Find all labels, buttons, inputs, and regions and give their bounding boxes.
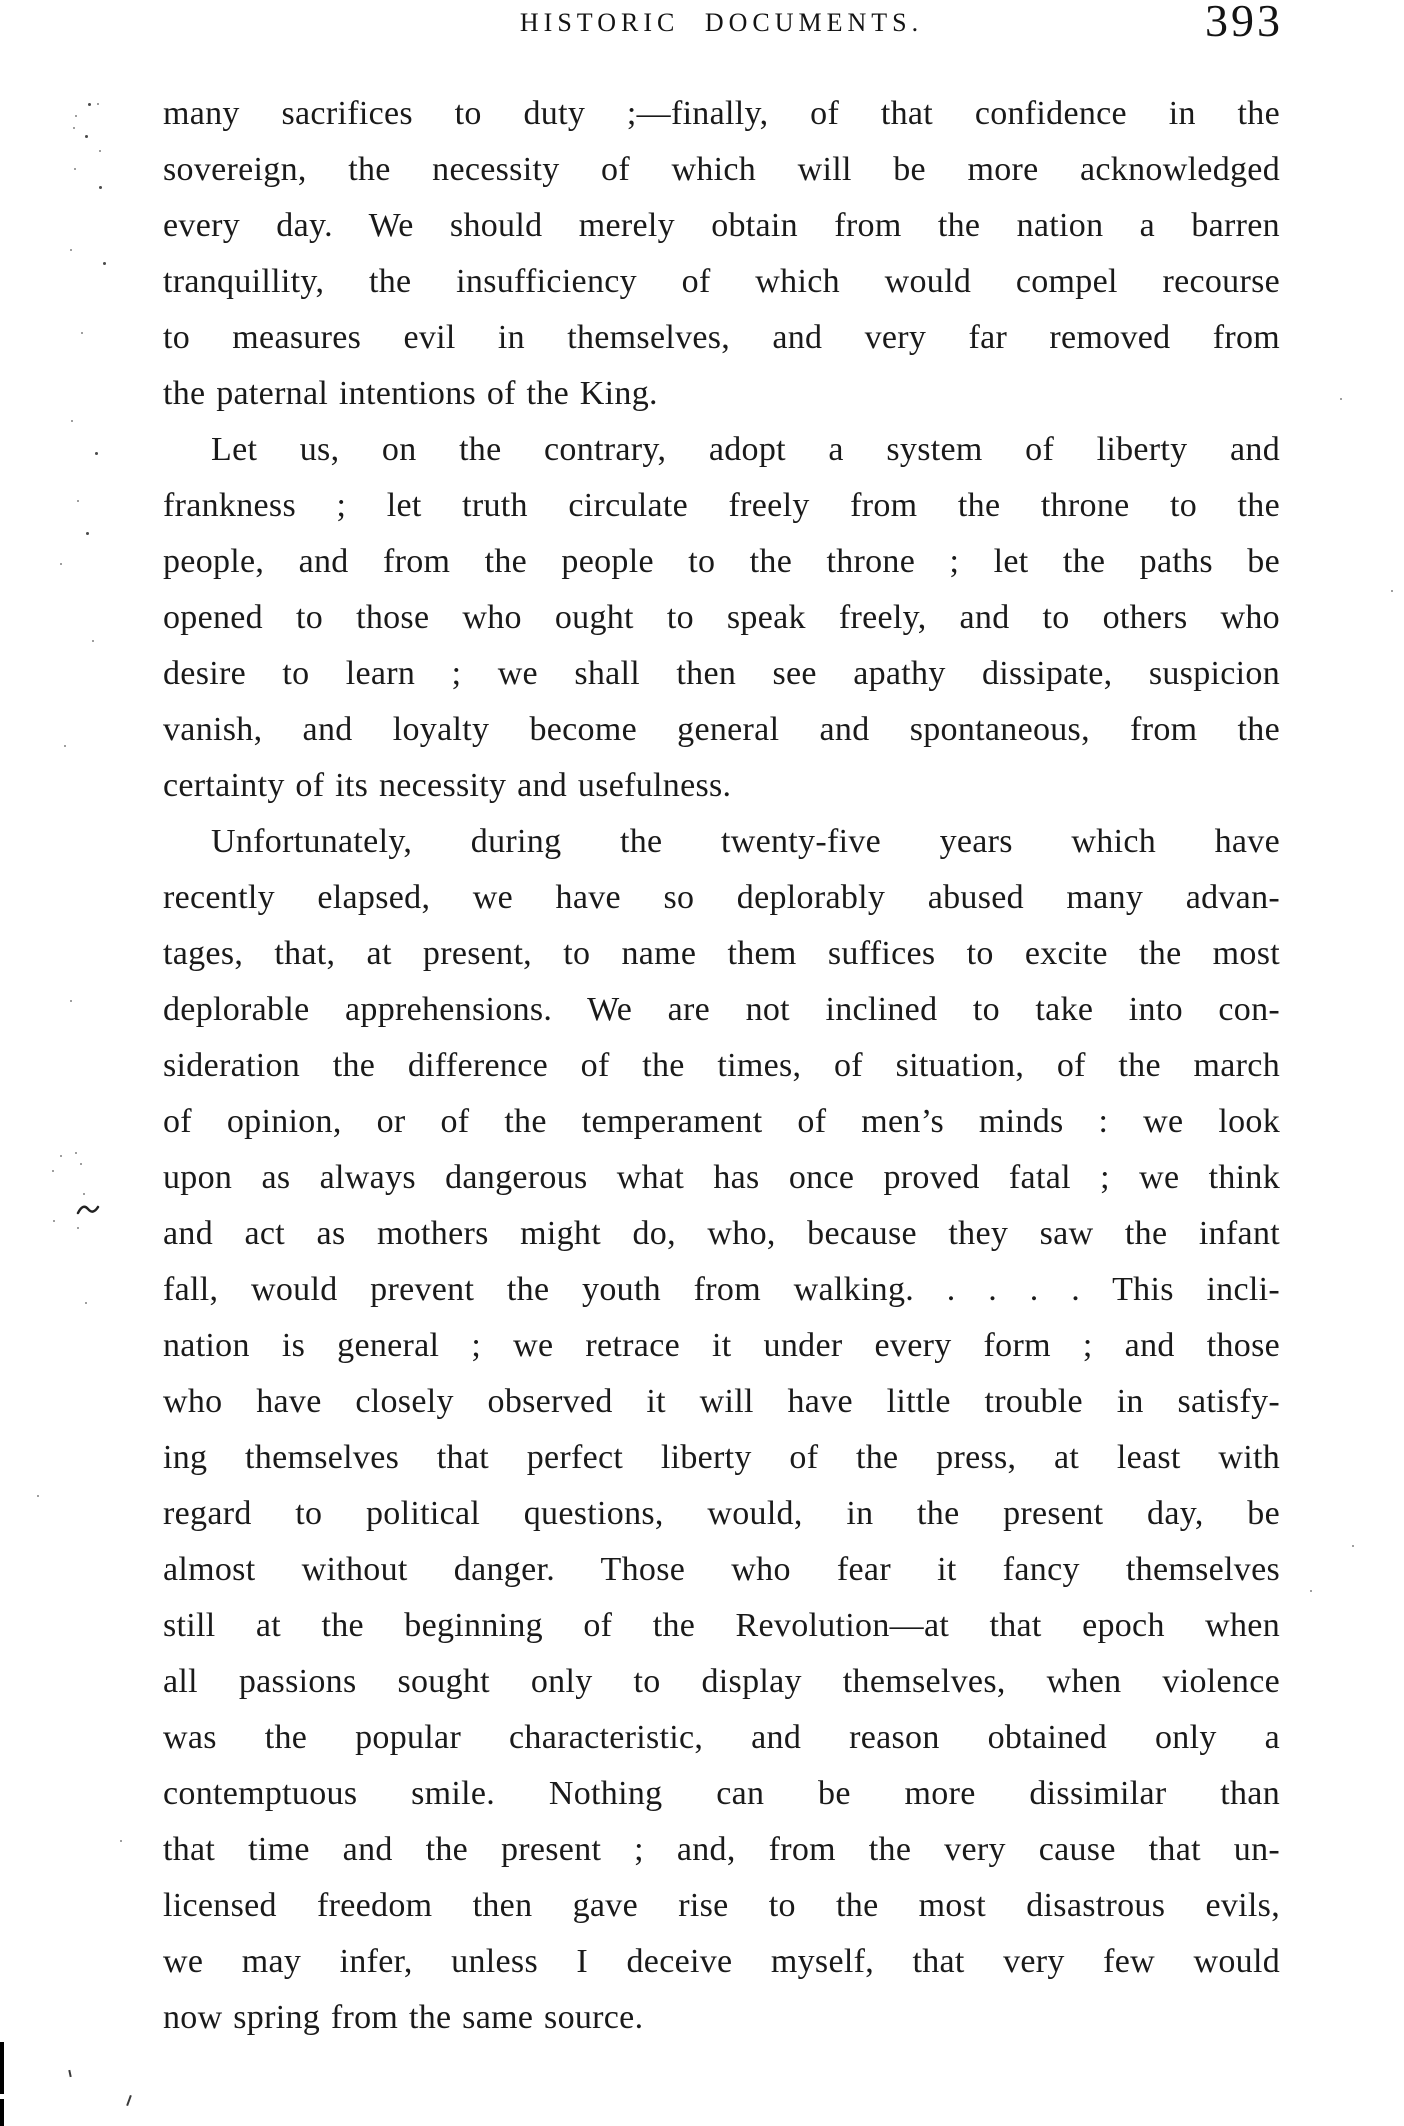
running-title: HISTORIC DOCUMENTS. bbox=[519, 8, 924, 37]
page-number: 393 bbox=[1205, 0, 1283, 46]
scan-speck bbox=[77, 500, 79, 502]
text-line: all passions sought only to display themselves, when violence bbox=[163, 1663, 1280, 1700]
scan-speck bbox=[73, 127, 75, 129]
text-line: deplorable apprehensions. We are not inclined to take into con- bbox=[163, 991, 1280, 1028]
text-line: recently elapsed, we have so deplorably abused many advan- bbox=[163, 879, 1280, 916]
text-line: frankness ; let truth circulate freely from the throne to the bbox=[163, 487, 1280, 524]
text-line: certainty of its necessity and usefulness. bbox=[163, 767, 732, 804]
text-line: tages, that, at present, to name them suffices to excite the most bbox=[163, 935, 1280, 972]
text-line: vanish, and loyalty become general and spontaneous, from the bbox=[163, 711, 1280, 748]
scan-speck bbox=[97, 103, 99, 105]
scan-speck bbox=[120, 1840, 122, 1842]
body-text bbox=[163, 86, 1280, 2046]
text-line: licensed freedom then gave rise to the most disastrous evils, bbox=[163, 1887, 1280, 1924]
scan-speck bbox=[64, 745, 66, 747]
scan-speck bbox=[1310, 1590, 1312, 1592]
scan-speck bbox=[74, 168, 76, 170]
scan-speck bbox=[70, 249, 72, 251]
scan-speck bbox=[53, 1220, 55, 1222]
scan-speck bbox=[1391, 590, 1393, 592]
text-line: almost without danger. Those who fear it fancy themselves bbox=[163, 1551, 1280, 1588]
text-line: that time and the present ; and, from the very cause that un- bbox=[163, 1831, 1280, 1868]
text-line: regard to political questions, would, in the present day, be bbox=[163, 1495, 1280, 1532]
scan-speck bbox=[77, 1227, 79, 1229]
text-line: sideration the difference of the times, of situation, of the march bbox=[163, 1047, 1280, 1084]
text-line: Unfortunately, during the twenty-five years which have bbox=[211, 823, 1280, 860]
scan-speck bbox=[37, 1495, 39, 1497]
text-line: ing themselves that perfect liberty of the press, at least with bbox=[163, 1439, 1280, 1476]
scan-speck bbox=[85, 135, 88, 138]
scan-speck bbox=[92, 640, 94, 642]
scan-speck bbox=[81, 332, 83, 334]
text-line: fall, would prevent the youth from walking. . . . . This incli- bbox=[163, 1271, 1280, 1308]
text-line: every day. We should merely obtain from the nation a barren bbox=[163, 207, 1280, 244]
text-line: still at the beginning of the Revolution—at that epoch when bbox=[163, 1607, 1280, 1644]
scan-speck bbox=[71, 420, 73, 422]
text-line: people, and from the people to the throne ; let the paths be bbox=[163, 543, 1280, 580]
handwritten-margin-mark bbox=[76, 1200, 100, 1218]
text-line: desire to learn ; we shall then see apathy dissipate, suspicion bbox=[163, 655, 1280, 692]
text-line: of opinion, or of the temperament of men’s minds : we look bbox=[163, 1103, 1280, 1140]
scan-tick-mark bbox=[126, 2095, 132, 2106]
scan-speck bbox=[103, 262, 106, 265]
scan-speck bbox=[1352, 1545, 1354, 1547]
text-line: sovereign, the necessity of which will be more acknowledged bbox=[163, 151, 1280, 188]
text-line: opened to those who ought to speak freely, and to others who bbox=[163, 599, 1280, 636]
scan-speck bbox=[1340, 398, 1342, 400]
scan-edge-line bbox=[0, 2042, 4, 2094]
text-line: who have closely observed it will have little trouble in satisfy- bbox=[163, 1383, 1280, 1420]
scan-speck bbox=[52, 1170, 54, 1172]
text-line: nation is general ; we retrace it under every form ; and those bbox=[163, 1327, 1280, 1364]
scan-speck bbox=[70, 1000, 72, 1002]
scan-speck bbox=[83, 1193, 85, 1195]
text-line: and act as mothers might do, who, because they saw the infant bbox=[163, 1215, 1280, 1252]
text-line: the paternal intentions of the King. bbox=[163, 375, 658, 412]
scan-speck bbox=[75, 115, 77, 117]
scan-speck bbox=[95, 452, 98, 455]
text-line: many sacrifices to duty ;—finally, of that confidence in the bbox=[163, 95, 1280, 132]
text-line: upon as always dangerous what has once proved fatal ; we think bbox=[163, 1159, 1280, 1196]
text-line: to measures evil in themselves, and very far removed from bbox=[163, 319, 1280, 356]
text-line: we may infer, unless I deceive myself, that very few would bbox=[163, 1943, 1280, 1980]
scan-speck bbox=[99, 186, 102, 189]
scan-tick-mark bbox=[68, 2070, 71, 2077]
scan-speck bbox=[80, 1163, 82, 1165]
scan-speck bbox=[60, 1155, 62, 1157]
text-line: Let us, on the contrary, adopt a system of liberty and bbox=[211, 431, 1280, 468]
scan-speck bbox=[75, 1152, 77, 1154]
scan-speck bbox=[99, 150, 101, 152]
scan-speck bbox=[60, 563, 62, 565]
scan-speck bbox=[88, 103, 91, 106]
scan-speck bbox=[85, 1302, 87, 1304]
text-line: now spring from the same source. bbox=[163, 1999, 644, 2036]
scan-edge-line bbox=[0, 2099, 4, 2126]
scan-speck bbox=[86, 532, 89, 535]
text-line: was the popular characteristic, and reason obtained only a bbox=[163, 1719, 1280, 1756]
text-line: contemptuous smile. Nothing can be more dissimilar than bbox=[163, 1775, 1280, 1812]
text-line: tranquillity, the insufficiency of which would compel recourse bbox=[163, 263, 1280, 300]
